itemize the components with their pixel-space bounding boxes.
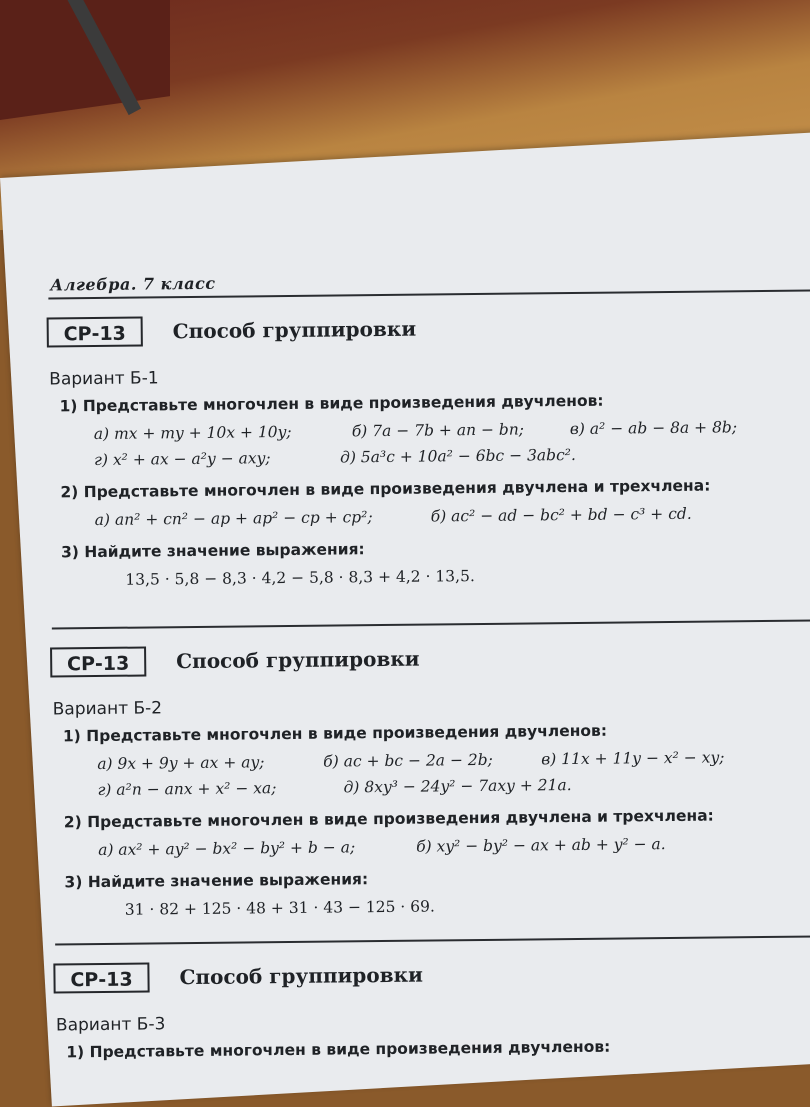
task-2-prompt: 2) Представьте многочлен в виде произведения двучлена и трехчлена: (60, 476, 711, 502)
section-badge: СР-13 (50, 646, 146, 677)
variant-heading: Вариант Б-2 (52, 698, 163, 720)
section-title: Способ группировки (176, 646, 420, 674)
task-1-item-b: б) 7a − 7b + an − bn; (351, 420, 525, 441)
task-2-item-b: б) ac² − ad − bc² + bd − c³ + cd. (430, 504, 692, 526)
task-3-expression: 13,5 · 5,8 − 8,3 · 4,2 − 5,8 · 8,3 + 4,2 · 13,5. (125, 567, 475, 589)
task-1-item-v: в) 11x + 11y − x² − xy; (541, 748, 725, 769)
task-1-prompt: 1) Представьте многочлен в виде произведения двучленов: (59, 391, 604, 416)
task-2-item-b: б) xy² − by² − ax + ab + y² − a. (416, 835, 666, 856)
section-title: Способ группировки (172, 316, 417, 344)
task-1-item-g: г) a²n − anx + x² − xa; (97, 779, 277, 800)
variant-heading: Вариант Б-3 (55, 1014, 166, 1036)
task-1-item-a: а) mx + my + 10x + 10y; (93, 422, 292, 444)
worksheet-content (0, 254, 810, 1080)
variant-heading: Вариант Б-1 (49, 368, 159, 390)
task-3-prompt: 3) Найдите значение выражения: (64, 870, 369, 892)
task-2-item-a: а) an² + cn² − ap + ap² − cp + cp²; (94, 508, 373, 530)
task-3-expression: 31 · 82 + 125 · 48 + 31 · 43 − 125 · 69. (124, 897, 435, 919)
task-1-item-g: г) x² + ax − a²y − axy; (93, 449, 271, 470)
section-divider (55, 935, 810, 945)
task-1-item-a: а) 9x + 9y + ax + ay; (97, 753, 265, 774)
task-2-item-a: а) ax² + ay² − bx² − by² + b − a; (98, 838, 356, 860)
task-1-item-v: в) a² − ab − 8a + 8b; (569, 418, 738, 439)
task-1-prompt: 1) Представьте многочлен в виде произведения двучленов: (62, 721, 608, 746)
section-title: Способ группировки (179, 962, 423, 990)
section-divider (52, 619, 810, 629)
running-header: Алгебра. 7 класс (50, 273, 216, 295)
task-3-prompt: 3) Найдите значение выражения: (60, 540, 365, 562)
section-b3 (7, 955, 810, 1062)
task-1-item-b: б) ac + bc − 2a − 2b; (323, 750, 493, 771)
task-1-item-d: д) 5a³c + 10a² − 6bc − 3abc². (339, 445, 576, 467)
section-badge: СР-13 (47, 317, 143, 348)
section-b2 (4, 639, 810, 919)
section-badge: СР-13 (53, 962, 149, 993)
section-b1 (1, 310, 810, 589)
task-2-prompt: 2) Представьте многочлен в виде произведения двучлена и трехчлена: (63, 806, 714, 832)
task-1-item-d: д) 8xy³ − 24y² − 7axy + 21a. (343, 776, 572, 797)
task-1-prompt: 1) Представьте многочлен в виде произведения двучленов: (66, 1037, 611, 1062)
